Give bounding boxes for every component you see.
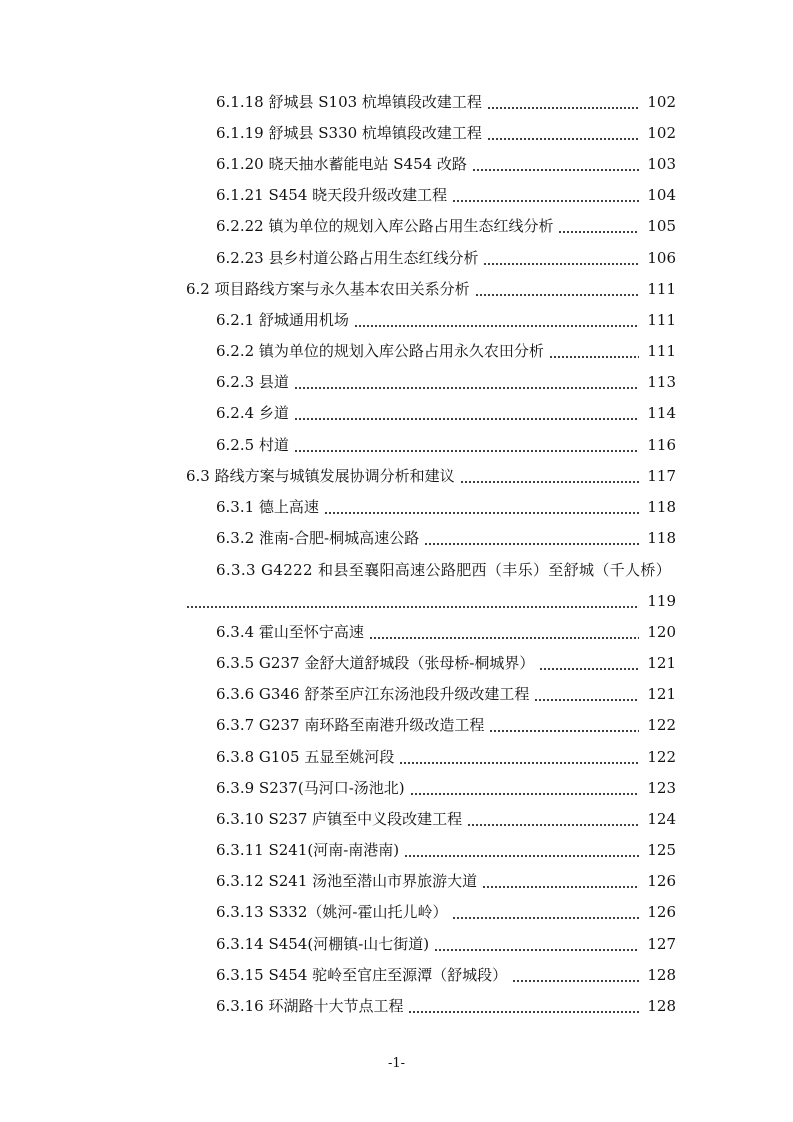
toc-entry-label: 6.3.9 S237(马河口-汤池北) xyxy=(216,778,405,797)
toc-entry-page: 116 xyxy=(647,435,676,454)
dot-leader xyxy=(354,325,639,327)
toc-entry[interactable] xyxy=(0,86,793,117)
dot-leader xyxy=(482,886,639,888)
dot-leader xyxy=(539,668,639,670)
toc-entry-page: 118 xyxy=(647,498,676,517)
toc-entry-label: 6.3.11 S241(河南-南港南) xyxy=(216,841,400,860)
toc-entry-page: 127 xyxy=(647,934,676,953)
dot-leader xyxy=(294,418,639,420)
dot-leader xyxy=(424,543,639,545)
toc-entry-page: 124 xyxy=(647,809,676,828)
toc-entry-page: 102 xyxy=(647,123,676,142)
toc-entry-label: 6.2.5 村道 xyxy=(216,435,289,454)
toc-entry-label: 6.1.18 舒城县 S103 杭埠镇段改建工程 xyxy=(216,92,482,111)
toc-entry-page: 111 xyxy=(647,342,676,361)
toc-entry-label: 6.2.22 镇为单位的规划入库公路占用生态红线分析 xyxy=(216,217,554,236)
toc-entry[interactable] xyxy=(0,398,793,429)
toc-entry-label: 6.1.19 舒城县 S330 杭埠镇段改建工程 xyxy=(216,123,482,142)
toc-entry-label: 6.2.4 乡道 xyxy=(216,404,289,423)
dot-leader xyxy=(534,699,639,701)
dot-leader xyxy=(475,294,639,296)
dot-leader xyxy=(186,606,639,608)
dot-leader xyxy=(487,138,639,140)
toc-entry-page: 114 xyxy=(647,404,676,423)
toc-entry-page: 102 xyxy=(647,92,676,111)
toc-entry-label: 6.3.8 G105 五显至姚河段 xyxy=(216,747,395,766)
toc-entry-page: 119 xyxy=(647,591,676,610)
toc-entry-label: 6.3.7 G237 南环路至南港升级改造工程 xyxy=(216,716,485,735)
dot-leader xyxy=(558,231,639,233)
toc-entry-label: 6.2.2 镇为单位的规划入库公路占用永久农田分析 xyxy=(216,342,544,361)
toc-entry[interactable] xyxy=(0,959,793,990)
toc-entry[interactable] xyxy=(0,523,793,554)
toc-entry-label: 6.3.16 环湖路十大节点工程 xyxy=(216,997,404,1016)
dot-leader xyxy=(483,263,639,265)
dot-leader xyxy=(410,793,639,795)
toc-entry-page: 111 xyxy=(647,279,676,298)
dot-leader xyxy=(452,917,639,919)
toc-entry-label: 6.2.3 县道 xyxy=(216,373,289,392)
toc-entry[interactable] xyxy=(0,835,793,866)
toc-entry-page: 111 xyxy=(647,310,676,329)
toc-entry-second-line xyxy=(186,591,676,611)
toc-entry-label: 6.3.10 S237 庐镇至中义段改建工程 xyxy=(216,809,463,828)
toc-entry[interactable] xyxy=(0,866,793,897)
toc-entry[interactable] xyxy=(0,679,793,710)
toc-entry-page: 122 xyxy=(647,747,676,766)
dot-leader xyxy=(434,949,639,951)
toc-entry-label: 6.3.3 G4222 和县至襄阳高速公路肥西（丰乐）至舒城（千人桥） xyxy=(216,560,672,579)
toc-entry-page: 122 xyxy=(647,716,676,735)
toc-entry-page: 126 xyxy=(647,903,676,922)
toc-entry-label: 6.3.13 S332（姚河-霍山托儿岭） xyxy=(216,903,448,922)
dot-leader xyxy=(294,450,639,452)
dot-leader xyxy=(549,356,639,358)
toc-entry-label: 6.3.12 S241 汤池至潜山市界旅游大道 xyxy=(216,872,478,891)
toc-section-bottom xyxy=(0,616,793,1021)
toc-entry-page: 125 xyxy=(647,841,676,860)
toc-entry[interactable] xyxy=(0,990,793,1021)
toc-entry-label: 6.3.1 德上高速 xyxy=(216,498,319,517)
toc-entry[interactable] xyxy=(0,647,793,678)
toc-entry-page: 121 xyxy=(647,685,676,704)
toc-entry-page: 113 xyxy=(647,373,676,392)
toc-entry-label: 6.3.4 霍山至怀宁高速 xyxy=(216,622,364,641)
dot-leader xyxy=(404,855,639,857)
toc-entry-page: 106 xyxy=(647,248,676,267)
toc-entry-page: 104 xyxy=(647,186,676,205)
toc-entry-page: 105 xyxy=(647,217,676,236)
toc-section-top xyxy=(0,86,793,554)
toc-entry[interactable] xyxy=(0,928,793,959)
toc-entry[interactable] xyxy=(0,242,793,273)
toc-entry-label: 6.1.20 晓天抽水蓄能电站 S454 改路 xyxy=(216,154,467,173)
toc-entry-label: 6.2.1 舒城通用机场 xyxy=(216,310,349,329)
toc-entry[interactable] xyxy=(0,117,793,148)
toc-entry[interactable] xyxy=(0,336,793,367)
toc-entry[interactable] xyxy=(0,180,793,211)
table-of-contents xyxy=(0,86,793,1022)
dot-leader xyxy=(294,387,639,389)
toc-entry[interactable] xyxy=(0,616,793,647)
toc-entry-label: 6.3.14 S454(河棚镇-山七街道) xyxy=(216,934,430,953)
dot-leader xyxy=(369,637,639,639)
toc-entry-label: 6.3.15 S454 驼岭至官庄至源潭（舒城段） xyxy=(216,965,508,984)
toc-entry-page: 118 xyxy=(647,529,676,548)
page-number: -1- xyxy=(387,1056,406,1071)
toc-entry[interactable] xyxy=(0,772,793,803)
toc-entry-page: 103 xyxy=(647,154,676,173)
toc-entry-page: 128 xyxy=(647,965,676,984)
toc-entry-page: 126 xyxy=(647,872,676,891)
dot-leader xyxy=(512,980,639,982)
toc-entry-page: 117 xyxy=(647,466,676,485)
toc-entry[interactable] xyxy=(0,803,793,834)
dot-leader xyxy=(467,824,639,826)
dot-leader xyxy=(324,512,639,514)
toc-entry-label: 6.2.23 县乡村道公路占用生态红线分析 xyxy=(216,248,479,267)
toc-entry-page: 120 xyxy=(647,622,676,641)
dot-leader xyxy=(472,169,639,171)
toc-entry-page: 121 xyxy=(647,653,676,672)
toc-entry-wrapped[interactable] xyxy=(0,554,793,616)
toc-entry[interactable] xyxy=(0,211,793,242)
toc-entry[interactable] xyxy=(0,304,793,335)
toc-entry-label: 6.3.6 G346 舒茶至庐江东汤池段升级改建工程 xyxy=(216,685,530,704)
toc-entry[interactable] xyxy=(0,741,793,772)
toc-entry[interactable] xyxy=(0,148,793,179)
toc-entry-label: 6.3 路线方案与城镇发展协调分析和建议 xyxy=(186,466,455,485)
toc-entry[interactable] xyxy=(0,273,793,304)
dot-leader xyxy=(452,200,639,202)
dot-leader xyxy=(487,107,639,109)
dot-leader xyxy=(489,730,639,732)
toc-entry[interactable] xyxy=(0,491,793,522)
dot-leader xyxy=(408,1011,639,1013)
toc-entry[interactable] xyxy=(0,897,793,928)
toc-entry-label: 6.2 项目路线方案与永久基本农田关系分析 xyxy=(186,279,470,298)
toc-entry[interactable] xyxy=(0,460,793,491)
toc-entry-label: 6.3.2 淮南-合肥-桐城高速公路 xyxy=(216,529,420,548)
toc-entry[interactable] xyxy=(0,429,793,460)
toc-entry-page: 128 xyxy=(647,997,676,1016)
dot-leader xyxy=(399,762,639,764)
toc-entry-label: 6.3.5 G237 金舒大道舒城段（张母桥-桐城界） xyxy=(216,653,535,672)
toc-entry-page: 123 xyxy=(647,778,676,797)
dot-leader xyxy=(460,481,639,483)
toc-entry[interactable] xyxy=(0,367,793,398)
toc-entry-label: 6.1.21 S454 晓天段升级改建工程 xyxy=(216,186,448,205)
toc-entry[interactable] xyxy=(0,710,793,741)
